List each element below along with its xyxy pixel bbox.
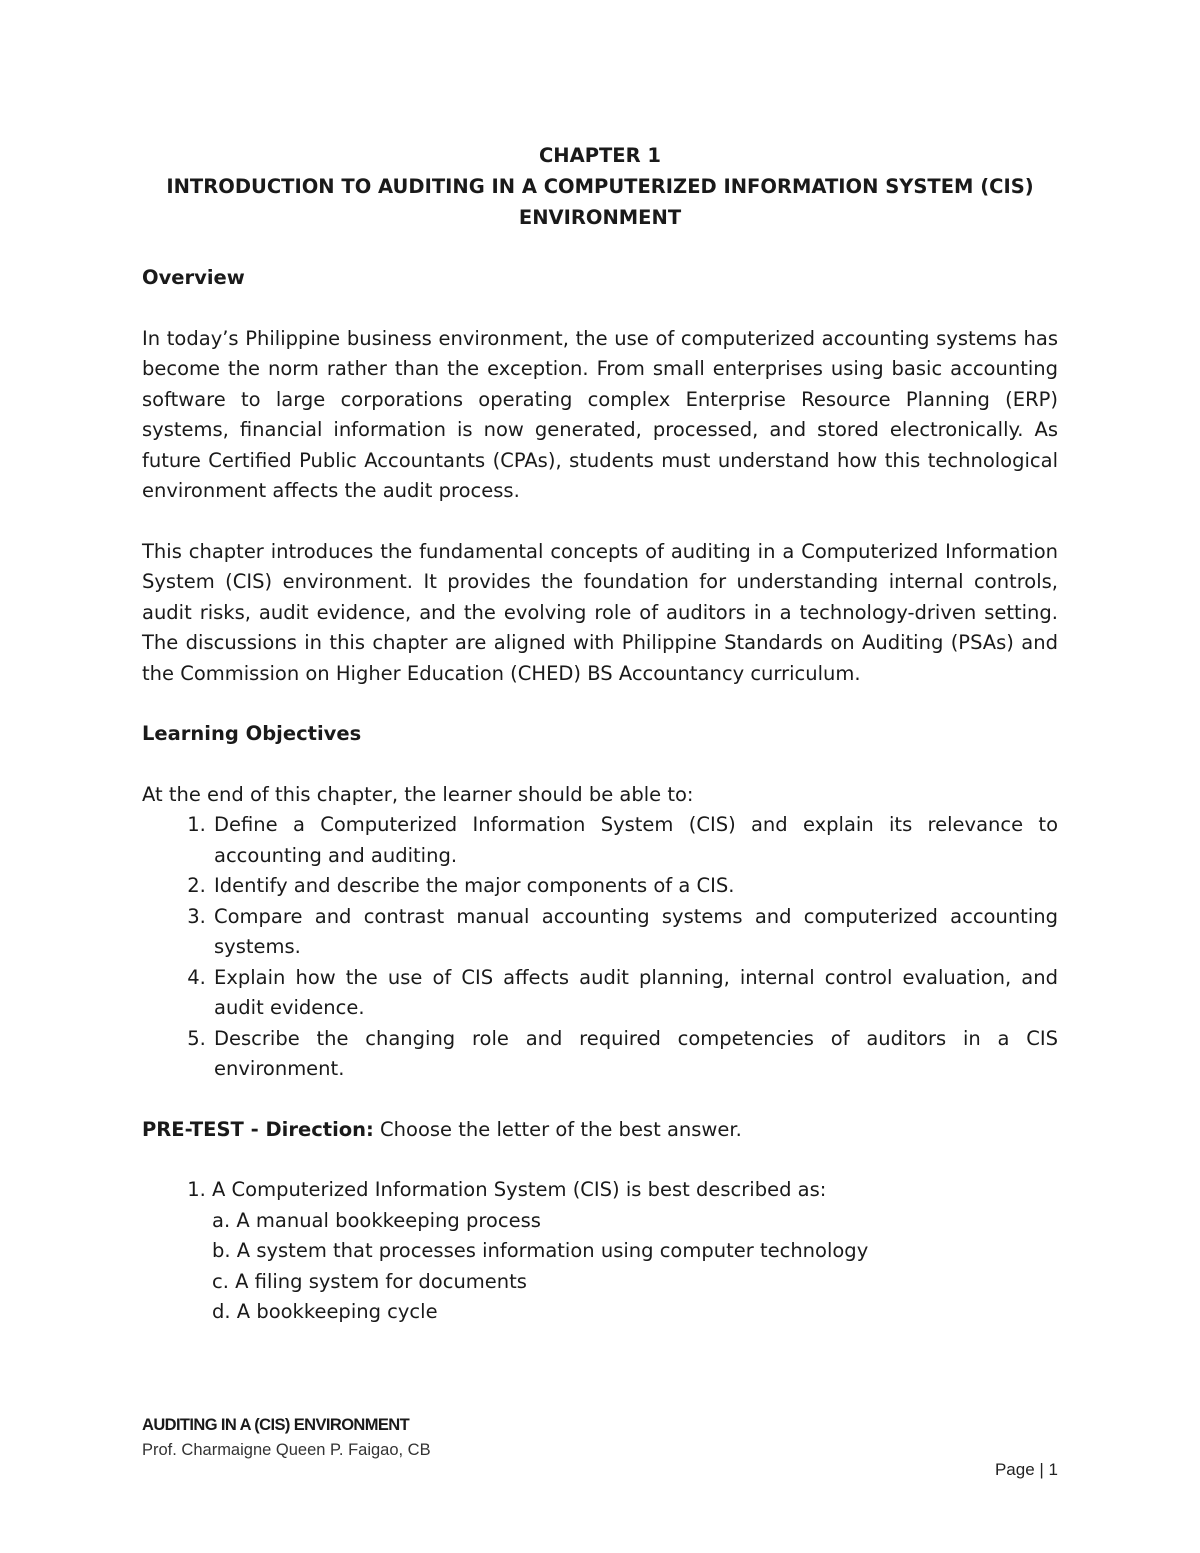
- pretest-direction: [142, 1115, 1058, 1146]
- answer-choice-b: b. A system that processes information using computer technology: [212, 1239, 869, 1262]
- footer-course-title: AUDITING IN A (CIS) ENVIRONMENT: [142, 1416, 410, 1434]
- overview-heading: Overview: [142, 266, 245, 289]
- pretest-label: PRE-TEST - Direction:: [142, 1117, 374, 1141]
- chapter-title: INTRODUCTION TO AUDITING IN A COMPUTERIZED INFORMATION SYSTEM (CIS): [166, 175, 1034, 198]
- question-text: A Computerized Information System (CIS) is best described as:: [212, 1178, 827, 1201]
- answer-choice-d: d. A bookkeeping cycle: [212, 1300, 438, 1323]
- objectives-intro: At the end of this chapter, the learner should be able to:: [142, 782, 694, 806]
- page-footer: [142, 1413, 1058, 1463]
- chapter-heading: [142, 140, 1058, 233]
- objective-item: 4. Explain how the use of CIS affects audit planning, internal control evaluation, and audit evidence.: [212, 963, 1058, 1024]
- answer-choice-c: c. A filing system for documents: [212, 1269, 527, 1293]
- chapter-number: CHAPTER 1: [538, 144, 661, 167]
- answer-choice-a: a. A manual bookkeeping process: [212, 1208, 541, 1232]
- footer-author: Prof. Charmaigne Queen P. Faigao, CB: [142, 1441, 431, 1459]
- chapter-title-line2: ENVIRONMENT: [518, 206, 682, 229]
- pretest-direction-text: Choose the letter of the best answer.: [373, 1117, 742, 1141]
- objective-item: 5. Describe the changing role and required competencies of auditors in a CIS environment.: [212, 1024, 1058, 1085]
- pretest-questions: [142, 1175, 1058, 1328]
- page-number: Page | 1: [994, 1460, 1058, 1479]
- objectives-list: [142, 810, 1058, 1085]
- objective-item: 3. Compare and contrast manual accounting systems and computerized accounting systems.: [212, 902, 1058, 963]
- objective-item: 2. Identify and describe the major components of a CIS.: [212, 871, 1058, 902]
- document-body: [142, 140, 1058, 1328]
- objectives-heading: Learning Objectives: [142, 722, 362, 745]
- pretest-question: [212, 1175, 1058, 1328]
- overview-paragraph-2: This chapter introduces the fundamental concepts of auditing in a Computerized Information System (CIS) environment. It provides the foundation for understanding internal controls, audit risks, audit evidence, and the evolving role of auditors in a technology-driven setting. The discussions in this chapter are aligned with Philippine Standards on Auditing (PSAs) and the Commission on Higher Education (CHED) BS Accountancy curriculum.: [142, 539, 1058, 685]
- objective-item: 1. Define a Computerized Information System (CIS) and explain its relevance to accounting and auditing.: [212, 810, 1058, 871]
- overview-paragraph-1: In today’s Philippine business environment, the use of computerized accounting systems has become the norm rather than the exception. From small enterprises using basic accounting software to large corporations operating complex Enterprise Resource Planning (ERP) systems, financial information is now generated, processed, and stored electronically. As future Certified Public Accountants (CPAs), students must understand how this technological environment affects the audit process.: [142, 326, 1058, 502]
